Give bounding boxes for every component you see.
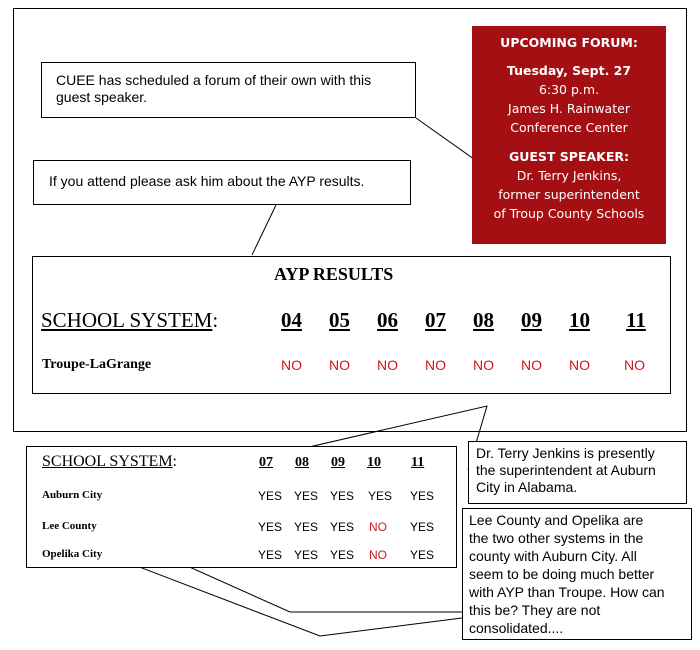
comparison-table bbox=[26, 446, 457, 568]
ayp-value-08: NO bbox=[473, 357, 494, 373]
callout-cuee-line1: CUEE has scheduled a forum of their own with this bbox=[56, 72, 372, 88]
ayp-year-05: 05 bbox=[329, 308, 350, 332]
comparison-lee-08: YES bbox=[294, 520, 319, 534]
comparison-row-opelika-name: Opelika City bbox=[42, 548, 103, 560]
callout-attend bbox=[33, 160, 411, 205]
comparison-auburn-10: YES bbox=[368, 489, 393, 503]
ayp-year-11: 11 bbox=[626, 308, 646, 332]
ayp-title: AYP RESULTS bbox=[274, 264, 394, 284]
comparison-row-lee-name: Lee County bbox=[42, 520, 97, 532]
comparison-lee-09: YES bbox=[330, 520, 355, 534]
ayp-value-04: NO bbox=[281, 357, 302, 373]
callout-attend-text: If you attend please ask him about the AYP results. bbox=[49, 173, 365, 189]
forum-heading: UPCOMING FORUM: bbox=[500, 35, 638, 50]
callout-lee-opelika bbox=[462, 508, 692, 640]
ayp-row-name: Troupe-LaGrange bbox=[42, 357, 152, 372]
forum-venue-line1: James H. Rainwater bbox=[508, 101, 630, 116]
ayp-value-06: NO bbox=[377, 357, 398, 373]
ayp-header-colon: : bbox=[212, 308, 219, 332]
callout-cuee-line2: guest speaker. bbox=[56, 89, 148, 105]
comparison-opelika-07: YES bbox=[258, 548, 283, 562]
ayp-year-04: 04 bbox=[281, 308, 302, 332]
comparison-lee-10: NO bbox=[369, 520, 387, 534]
comparison-year-10: 10 bbox=[367, 455, 381, 470]
ayp-header bbox=[41, 308, 218, 333]
ayp-value-07: NO bbox=[425, 357, 446, 373]
callout-lee-line2: the two other systems in the bbox=[469, 530, 644, 546]
comparison-year-09: 09 bbox=[331, 455, 345, 470]
callout-lee-line1: Lee County and Opelika are bbox=[469, 512, 644, 528]
comparison-header-label: SCHOOL SYSTEM bbox=[42, 453, 173, 470]
comparison-auburn-11: YES bbox=[410, 489, 435, 503]
comparison-lee-07: YES bbox=[258, 520, 283, 534]
forum-announcement bbox=[472, 26, 666, 244]
comparison-auburn-07: YES bbox=[258, 489, 283, 503]
callout-jenkins-line3: City in Alabama. bbox=[476, 479, 578, 495]
comparison-year-11: 11 bbox=[411, 455, 425, 470]
callout-lee-line4: seem to be doing much better bbox=[469, 566, 655, 582]
comparison-header bbox=[42, 453, 177, 471]
comparison-auburn-09: YES bbox=[330, 489, 355, 503]
comparison-header-colon: : bbox=[172, 453, 177, 470]
forum-date: Tuesday, Sept. 27 bbox=[506, 63, 632, 78]
comparison-year-08: 08 bbox=[295, 455, 309, 470]
forum-time: 6:30 p.m. bbox=[538, 82, 600, 97]
ayp-year-08: 08 bbox=[473, 308, 494, 332]
speaker-heading: GUEST SPEAKER: bbox=[508, 149, 630, 164]
ayp-value-05: NO bbox=[329, 357, 350, 373]
ayp-header-label: SCHOOL SYSTEM bbox=[41, 308, 213, 332]
callout-lee-line3: county with Auburn City. All bbox=[469, 548, 637, 564]
callout-jenkins-line1: Dr. Terry Jenkins is presently bbox=[476, 445, 655, 461]
comparison-row-auburn-name: Auburn City bbox=[42, 489, 103, 501]
comparison-opelika-08: YES bbox=[294, 548, 319, 562]
speaker-name: Dr. Terry Jenkins, bbox=[516, 168, 622, 183]
forum-venue-line2: Conference Center bbox=[510, 120, 628, 135]
callout-lee-line5: with AYP than Troupe. How can bbox=[469, 584, 665, 600]
ayp-value-11: NO bbox=[624, 357, 645, 373]
ayp-value-09: NO bbox=[521, 357, 542, 373]
callout-lee-line7: consolidated.... bbox=[469, 620, 564, 636]
ayp-year-06: 06 bbox=[377, 308, 398, 332]
callout-jenkins-line2: the superintendent at Auburn bbox=[476, 462, 656, 478]
callout-cuee bbox=[41, 62, 416, 118]
ayp-year-07: 07 bbox=[425, 308, 446, 332]
callout-jenkins bbox=[468, 441, 687, 504]
comparison-lee-11: YES bbox=[410, 520, 435, 534]
ayp-value-10: NO bbox=[569, 357, 590, 373]
comparison-year-07: 07 bbox=[259, 455, 273, 470]
speaker-role-line2: of Troup County Schools bbox=[493, 206, 645, 221]
connector-attend-ayp bbox=[252, 205, 276, 255]
speaker-role-line1: former superintendent bbox=[498, 187, 640, 202]
callout-lee-line6: this be? They are not bbox=[469, 602, 601, 618]
ayp-results-box bbox=[32, 256, 671, 394]
ayp-year-10: 10 bbox=[569, 308, 590, 332]
ayp-year-09: 09 bbox=[521, 308, 542, 332]
comparison-opelika-09: YES bbox=[330, 548, 355, 562]
comparison-opelika-10: NO bbox=[369, 548, 387, 562]
comparison-opelika-11: YES bbox=[410, 548, 435, 562]
comparison-auburn-08: YES bbox=[294, 489, 319, 503]
